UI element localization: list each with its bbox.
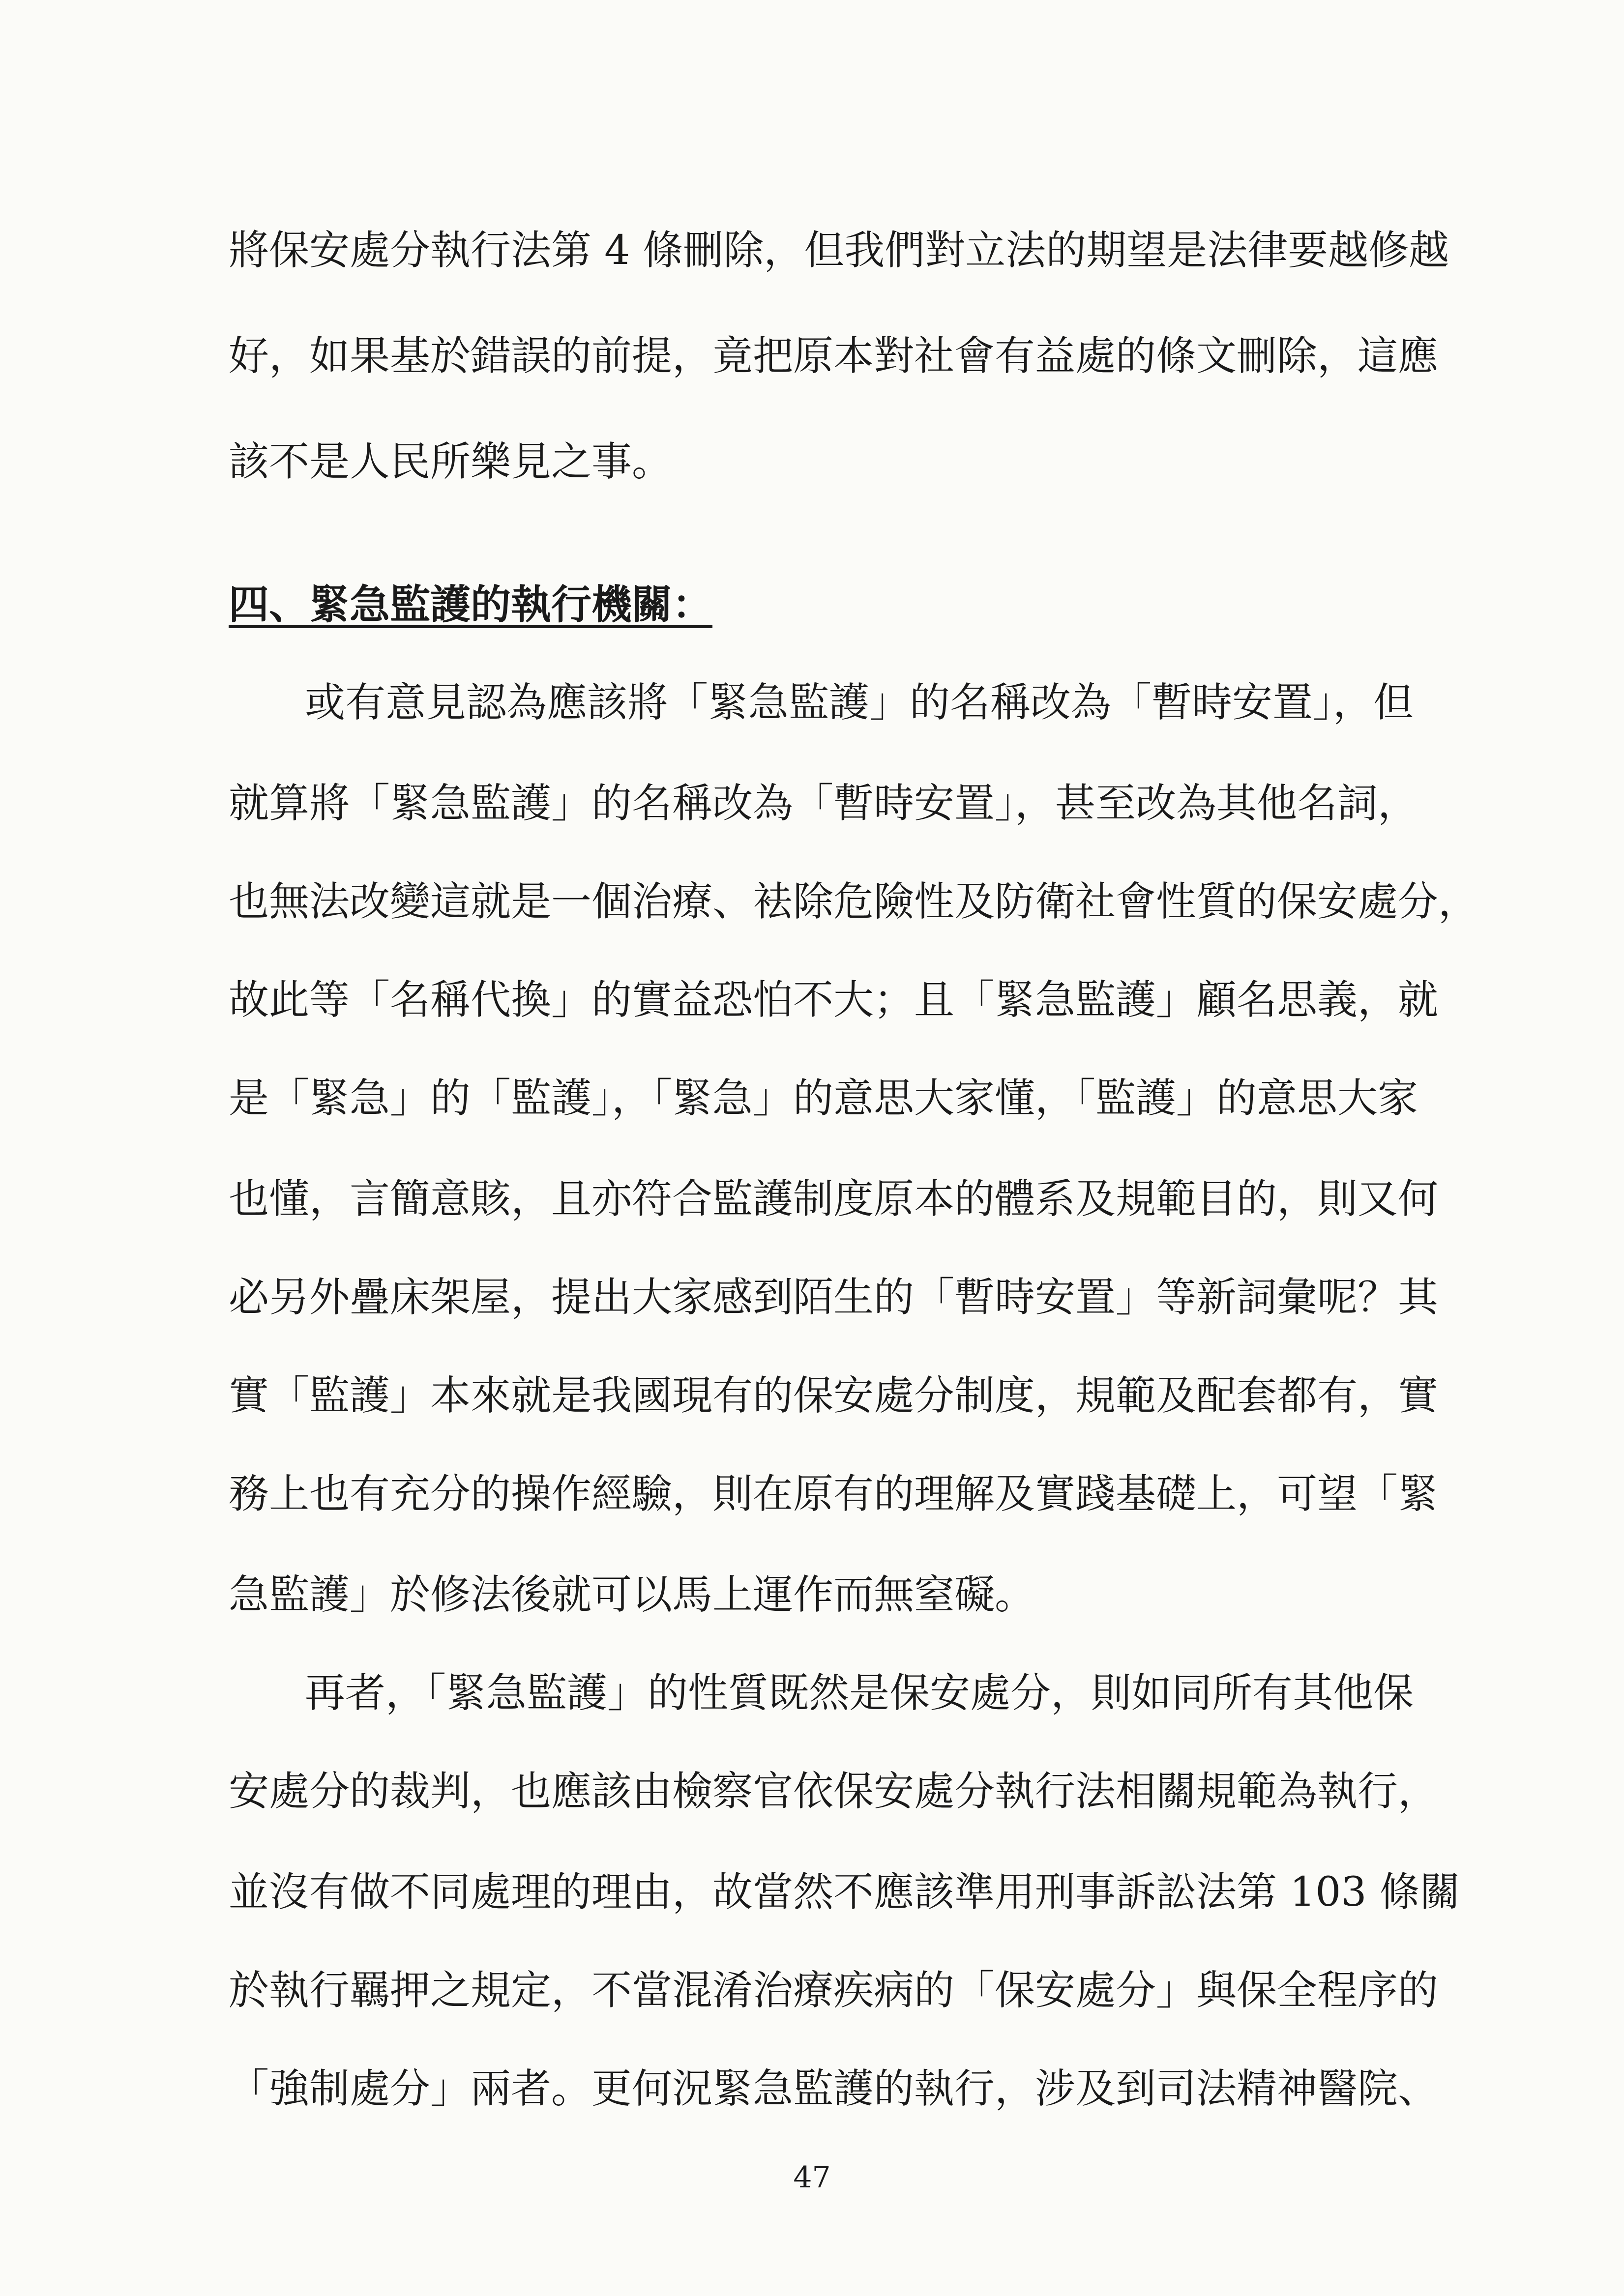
body-text-line: 於執行羈押之規定，不當混淆治療疾病的「保安處分」與保全程序的: [229, 1967, 1439, 2014]
body-text-line: 好，如果基於錯誤的前提，竟把原本對社會有益處的條文刪除，這應: [229, 333, 1439, 379]
section-heading: 四、緊急監護的執行機關：: [229, 581, 713, 628]
body-text-line: 該不是人民所樂見之事。: [229, 438, 673, 485]
page-number: 47: [793, 2160, 831, 2195]
body-text-line: 務上也有充分的操作經驗，則在原有的理解及實踐基礎上，可望「緊: [229, 1471, 1439, 1517]
body-text-line: 將保安處分執行法第 4 條刪除，但我們對立法的期望是法律要越修越: [229, 227, 1449, 274]
body-text-line: 也懂，言簡意賅，且亦符合監護制度原本的體系及規範目的，則又何: [229, 1176, 1439, 1222]
body-text-line: 也無法改變這就是一個治療、袪除危險性及防衛社會性質的保安處分，: [229, 878, 1479, 925]
body-text-line: 並沒有做不同處理的理由，故當然不應該準用刑事訴訟法第 103 條關: [229, 1869, 1460, 1916]
body-text-line: 必另外疊床架屋，提出大家感到陌生的「暫時安置」等新詞彙呢？其: [229, 1274, 1439, 1321]
body-text-line: 再者，「緊急監護」的性質既然是保安處分，則如同所有其他保: [305, 1670, 1414, 1716]
body-text-line: 就算將「緊急監護」的名稱改為「暫時安置」，甚至改為其他名詞，: [229, 780, 1418, 827]
body-text-line: 或有意見認為應該將「緊急監護」的名稱改為「暫時安置」，但: [305, 679, 1414, 726]
body-text-line: 「強制處分」兩者。更何況緊急監護的執行，涉及到司法精神醫院、: [229, 2065, 1439, 2112]
body-text-line: 故此等「名稱代換」的實益恐怕不大；且「緊急監護」顧名思義，就: [229, 977, 1439, 1023]
body-text-line: 安處分的裁判，也應該由檢察官依保安處分執行法相關規範為執行，: [229, 1768, 1439, 1815]
body-text-line: 急監護」於修法後就可以馬上運作而無窒礙。: [229, 1571, 1035, 1618]
body-text-line: 是「緊急」的「監護」，「緊急」的意思大家懂，「監護」的意思大家: [229, 1075, 1418, 1122]
body-text-line: 實「監護」本來就是我國現有的保安處分制度，規範及配套都有，實: [229, 1372, 1439, 1419]
